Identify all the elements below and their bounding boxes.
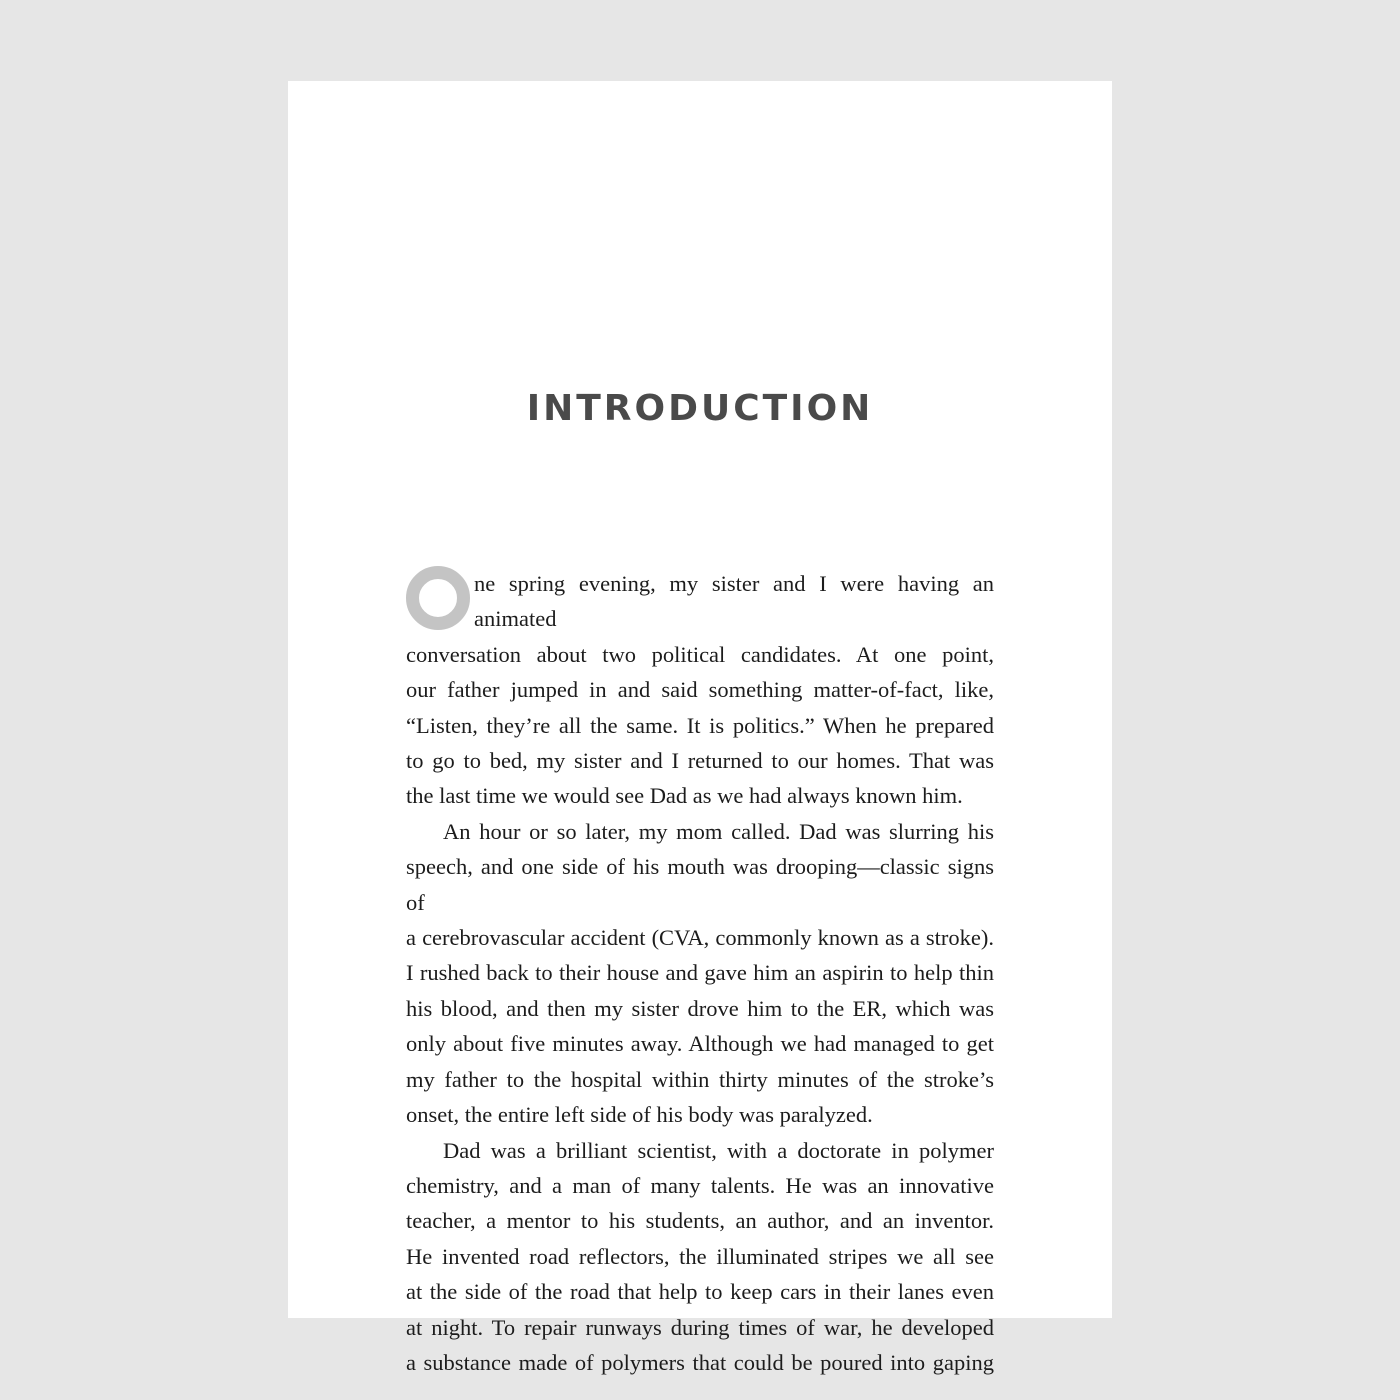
text-line: a cerebrovascular accident (CVA, commonly known as a stroke). — [406, 925, 994, 951]
paragraph-3 — [406, 1133, 994, 1381]
text-line: at night. To repair runways during times of war, he developed — [406, 1314, 994, 1340]
book-page — [288, 81, 1112, 1375]
text-line: onset, the entire left side of his body was paralyzed. — [406, 1102, 873, 1128]
text-line: conversation about two political candidates. At one point, — [406, 641, 994, 667]
text-line: He invented road reflectors, the illuminated stripes we all see — [406, 1243, 994, 1269]
paragraph-2 — [406, 814, 994, 1133]
drop-cap — [406, 566, 470, 630]
text-line: An hour or so later, my mom called. Dad was slurring his — [443, 818, 994, 844]
text-line: only about five minutes away. Although we had managed to get — [406, 1031, 994, 1057]
text-line: the last time we would see Dad as we had always known him. — [406, 783, 963, 809]
text-line: speech, and one side of his mouth was drooping—classic signs of — [406, 854, 994, 915]
chapter-title: INTRODUCTION — [526, 388, 874, 429]
text-line: teacher, a mentor to his students, an author, and an inventor. — [406, 1208, 994, 1234]
text-line: “Listen, they’re all the same. It is politics.” When he prepared — [406, 712, 994, 738]
text-line: I rushed back to their house and gave him an aspirin to help thin — [406, 960, 994, 986]
body-text — [406, 566, 994, 1380]
drop-cap-wrapper — [406, 566, 474, 632]
text-line: to go to bed, my sister and I returned to our homes. That was — [406, 748, 994, 774]
text-line: my father to the hospital within thirty minutes of the stroke’s — [406, 1066, 994, 1092]
text-line: chemistry, and a man of many talents. He was an innovative — [406, 1172, 994, 1198]
text-line: a substance made of polymers that could be poured into gaping — [406, 1349, 994, 1375]
text-line: at the side of the road that help to keep cars in their lanes even — [406, 1279, 994, 1305]
text-line: our father jumped in and said something matter-of-fact, like, — [406, 677, 994, 703]
text-line: his blood, and then my sister drove him to the ER, which was — [406, 995, 994, 1021]
text-line: Dad was a brilliant scientist, with a doctorate in polymer — [443, 1137, 994, 1163]
paragraph-1 — [406, 566, 994, 814]
text-line: ne spring evening, my sister and I were having an animated — [474, 571, 994, 632]
